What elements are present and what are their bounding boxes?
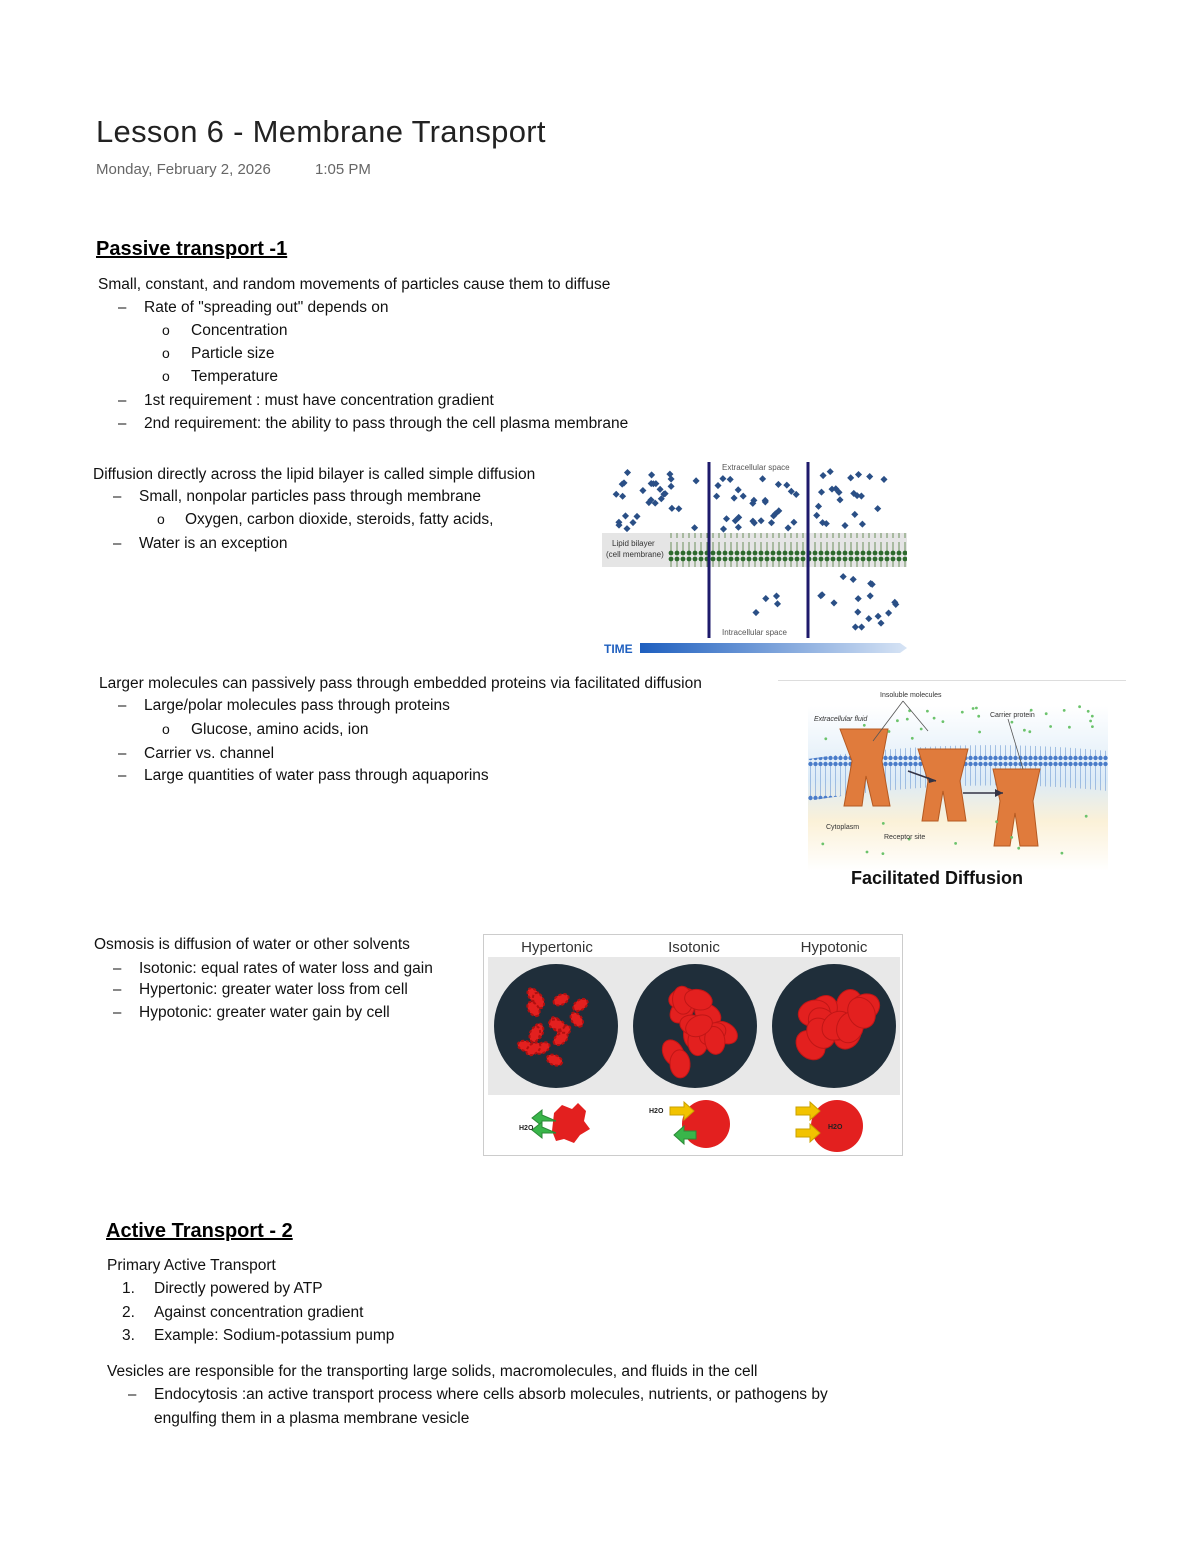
time-label: TIME	[604, 642, 633, 656]
particle-dot	[865, 615, 872, 622]
molecule-dot	[1087, 710, 1090, 713]
particle-dot	[668, 476, 675, 483]
particle-dot	[740, 493, 747, 500]
particle-dot	[735, 486, 742, 493]
dash-bullet: –	[118, 697, 127, 714]
particle-dot	[847, 474, 854, 481]
molecule-dot	[1078, 705, 1081, 708]
water-label: H2O	[649, 1108, 664, 1115]
particle-dot	[657, 486, 664, 493]
particle-dot	[633, 513, 640, 520]
water-label: H2O	[519, 1125, 534, 1132]
molecule-dot	[1089, 720, 1092, 723]
extracellular-fluid-label: Extracellular fluid	[814, 716, 868, 723]
particle-dot	[613, 491, 620, 498]
particle-dot	[714, 482, 721, 489]
dash-bullet: –	[118, 745, 127, 762]
particle-dot	[827, 468, 834, 475]
particle-dot	[866, 473, 873, 480]
simple-diffusion-figure	[602, 460, 907, 658]
particle-dot	[774, 600, 781, 607]
molecule-dot	[978, 731, 981, 734]
particle-dot	[885, 610, 892, 617]
particle-dot	[629, 519, 636, 526]
particle-dot	[731, 495, 738, 502]
particle-dot	[622, 512, 629, 519]
receptor-site-label: Receptor site	[884, 834, 926, 841]
dash-bullet: –	[113, 1004, 122, 1021]
facilitated-examples: Glucose, amino acids, ion	[191, 721, 369, 738]
bilayer-label-1: Lipid bilayer	[612, 539, 655, 548]
particle-dot	[851, 511, 858, 518]
particle-dot	[691, 524, 698, 531]
active-heading: Active Transport - 2	[106, 1220, 293, 1242]
osmosis-intro: Osmosis is diffusion of water or other solvents	[94, 936, 410, 953]
particle-dot	[668, 505, 675, 512]
particle-dot	[723, 515, 730, 522]
simple-diffusion-svg	[602, 460, 907, 658]
list-number: 2.	[122, 1304, 135, 1321]
particle-dot	[852, 624, 859, 631]
circle-bullet: o	[162, 345, 170, 361]
dash-bullet: –	[113, 981, 122, 998]
shrunken-cell	[552, 1103, 590, 1143]
molecule-dot	[933, 717, 936, 720]
simple-water: Water is an exception	[139, 535, 288, 552]
factor-temperature: Temperature	[191, 368, 279, 385]
label-isotonic: Isotonic	[668, 939, 720, 956]
list-number: 3.	[122, 1327, 135, 1344]
molecule-dot	[1049, 725, 1052, 728]
particle-dot	[790, 519, 797, 526]
particle-dot	[758, 517, 765, 524]
dash-bullet: –	[118, 392, 127, 409]
page-time: 1:05 PM	[315, 161, 371, 178]
particle-dot	[867, 592, 874, 599]
particle-dot	[719, 475, 726, 482]
vesicles-line: Vesicles are responsible for the transporting large solids, macromolecules, and fluids in the cell	[107, 1363, 758, 1380]
facilitated-diffusion-svg	[778, 681, 1126, 891]
circle-bullet: o	[157, 511, 165, 527]
particle-dot	[624, 469, 631, 476]
particle-dot	[775, 481, 782, 488]
primary-active: Primary Active Transport	[107, 1257, 276, 1274]
particle-dot	[858, 624, 865, 631]
molecule-dot	[863, 724, 866, 727]
particle-dot	[830, 599, 837, 606]
page-date: Monday, February 2, 2026	[96, 161, 271, 178]
facilitated-carrier: Carrier vs. channel	[144, 745, 275, 762]
particle-dot	[759, 475, 766, 482]
molecule-dot	[1023, 729, 1026, 732]
molecule-dot	[821, 843, 824, 846]
dash-bullet: –	[113, 535, 122, 552]
passive-intro: Small, constant, and random movements of particles cause them to diffuse	[98, 276, 611, 293]
molecule-dot	[942, 720, 945, 723]
label-hypertonic: Hypertonic	[521, 939, 593, 956]
osmosis-hypotonic: Hypotonic: greater water gain by cell	[139, 1004, 390, 1021]
dash-bullet: –	[118, 415, 127, 432]
molecule-dot	[866, 851, 869, 854]
particle-dot	[762, 595, 769, 602]
passive-heading: Passive transport -1	[96, 238, 288, 260]
molecule-dot	[906, 718, 909, 721]
particle-dot	[773, 593, 780, 600]
particle-dot	[836, 496, 843, 503]
molecule-dot	[882, 822, 885, 825]
particle-dot	[875, 613, 882, 620]
particle-dot	[675, 505, 682, 512]
active-item-3: Example: Sodium-potassium pump	[154, 1327, 395, 1344]
particle-dot	[815, 503, 822, 510]
molecule-dot	[1028, 730, 1031, 733]
particle-dot	[693, 477, 700, 484]
molecule-dot	[995, 820, 998, 823]
intracellular-label: Intracellular space	[722, 628, 787, 637]
molecule-dot	[1068, 726, 1071, 729]
dash-bullet: –	[113, 488, 122, 505]
facilitated-caption: Facilitated Diffusion	[851, 868, 1024, 888]
particle-dot	[858, 493, 865, 500]
simple-examples: Oxygen, carbon dioxide, steroids, fatty acids,	[185, 511, 494, 528]
time-arrow	[640, 643, 907, 653]
particle-dot	[785, 524, 792, 531]
particle-dot	[850, 576, 857, 583]
particle-dot	[840, 573, 847, 580]
molecule-dot	[1063, 709, 1066, 712]
water-label: H2O	[828, 1124, 843, 1131]
molecule-dot	[888, 730, 891, 733]
molecule-dot	[920, 728, 923, 731]
dash-bullet: –	[118, 767, 127, 784]
list-number: 1.	[122, 1280, 135, 1297]
bilayer-label-2: (cell membrane)	[606, 550, 664, 559]
page-title: Lesson 6 - Membrane Transport	[96, 114, 546, 149]
osmosis-isotonic: Isotonic: equal rates of water loss and gain	[139, 960, 433, 977]
molecule-dot	[1017, 847, 1020, 850]
facilitated-intro: Larger molecules can passively pass through embedded proteins via facilitated diffusion	[99, 675, 702, 692]
simple-small: Small, nonpolar particles pass through membrane	[139, 488, 482, 505]
particle-dot	[855, 595, 862, 602]
endocytosis-line-2: engulfing them in a plasma membrane vesicle	[154, 1410, 470, 1427]
particle-dot	[820, 472, 827, 479]
rate-line: Rate of "spreading out" depends on	[144, 299, 389, 316]
molecule-dot	[1010, 836, 1013, 839]
molecule-dot	[926, 710, 929, 713]
molecule-dot	[824, 737, 827, 740]
carrier-protein-label: Carrier protein	[990, 712, 1035, 719]
molecule-dot	[975, 707, 978, 710]
osmosis-figure	[483, 934, 903, 1156]
insoluble-label: Insoluble molecules	[880, 692, 942, 699]
particle-dot	[880, 476, 887, 483]
molecule-dot	[977, 715, 980, 718]
particle-dot	[720, 526, 727, 533]
osmosis-svg	[484, 935, 903, 1156]
molecule-dot	[1085, 815, 1088, 818]
endocytosis-line-1: Endocytosis :an active transport process where cells absorb molecules, nutrients, or pathogens by	[154, 1386, 828, 1403]
circle-bullet: o	[162, 322, 170, 338]
particle-dot	[855, 471, 862, 478]
circle-bullet: o	[162, 368, 170, 384]
particle-dot	[818, 489, 825, 496]
molecule-dot	[1091, 725, 1094, 728]
particle-dot	[859, 521, 866, 528]
molecule-dot	[1061, 852, 1064, 855]
particle-dot	[727, 476, 734, 483]
req2-line: 2nd requirement: the ability to pass through the cell plasma membrane	[144, 415, 629, 432]
dash-bullet: –	[113, 960, 122, 977]
molecule-dot	[972, 707, 975, 710]
molecule-dot	[1091, 715, 1094, 718]
particle-dot	[877, 620, 884, 627]
molecule-dot	[882, 852, 885, 855]
particle-dot	[783, 482, 790, 489]
cytoplasm-label: Cytoplasm	[826, 824, 860, 831]
particle-dot	[639, 487, 646, 494]
facilitated-diffusion-figure	[778, 680, 1126, 891]
factor-particle-size: Particle size	[191, 345, 275, 362]
simple-intro: Diffusion directly across the lipid bilayer is called simple diffusion	[93, 466, 536, 483]
particle-dot	[623, 525, 630, 532]
molecule-dot	[954, 842, 957, 845]
particle-dot	[813, 512, 820, 519]
molecule-dot	[1045, 712, 1048, 715]
facilitated-large: Large/polar molecules pass through proteins	[144, 697, 450, 714]
particle-dot	[666, 471, 673, 478]
active-item-2: Against concentration gradient	[154, 1304, 364, 1321]
molecule-dot	[911, 737, 914, 740]
circle-bullet: o	[162, 721, 170, 737]
particle-dot	[854, 609, 861, 616]
particle-dot	[874, 505, 881, 512]
active-item-1: Directly powered by ATP	[154, 1280, 323, 1297]
molecule-dot	[1011, 721, 1014, 724]
dash-bullet: –	[128, 1386, 137, 1403]
particle-dot	[768, 519, 775, 526]
facilitated-aquaporins: Large quantities of water pass through aquaporins	[144, 767, 489, 784]
label-hypotonic: Hypotonic	[800, 939, 868, 956]
particle-dot	[841, 522, 848, 529]
particle-dot	[752, 609, 759, 616]
dash-bullet: –	[118, 299, 127, 316]
req1-line: 1st requirement : must have concentration gradient	[144, 392, 494, 409]
particle-dot	[735, 524, 742, 531]
factor-concentration: Concentration	[191, 322, 288, 339]
molecule-dot	[896, 719, 899, 722]
particle-dot	[619, 493, 626, 500]
particle-dot	[668, 483, 675, 490]
extracellular-label: Extracellular space	[722, 463, 790, 472]
particle-dot	[648, 471, 655, 478]
molecule-dot	[961, 711, 964, 714]
particle-dot	[713, 493, 720, 500]
osmosis-hypertonic: Hypertonic: greater water loss from cell	[139, 981, 408, 998]
